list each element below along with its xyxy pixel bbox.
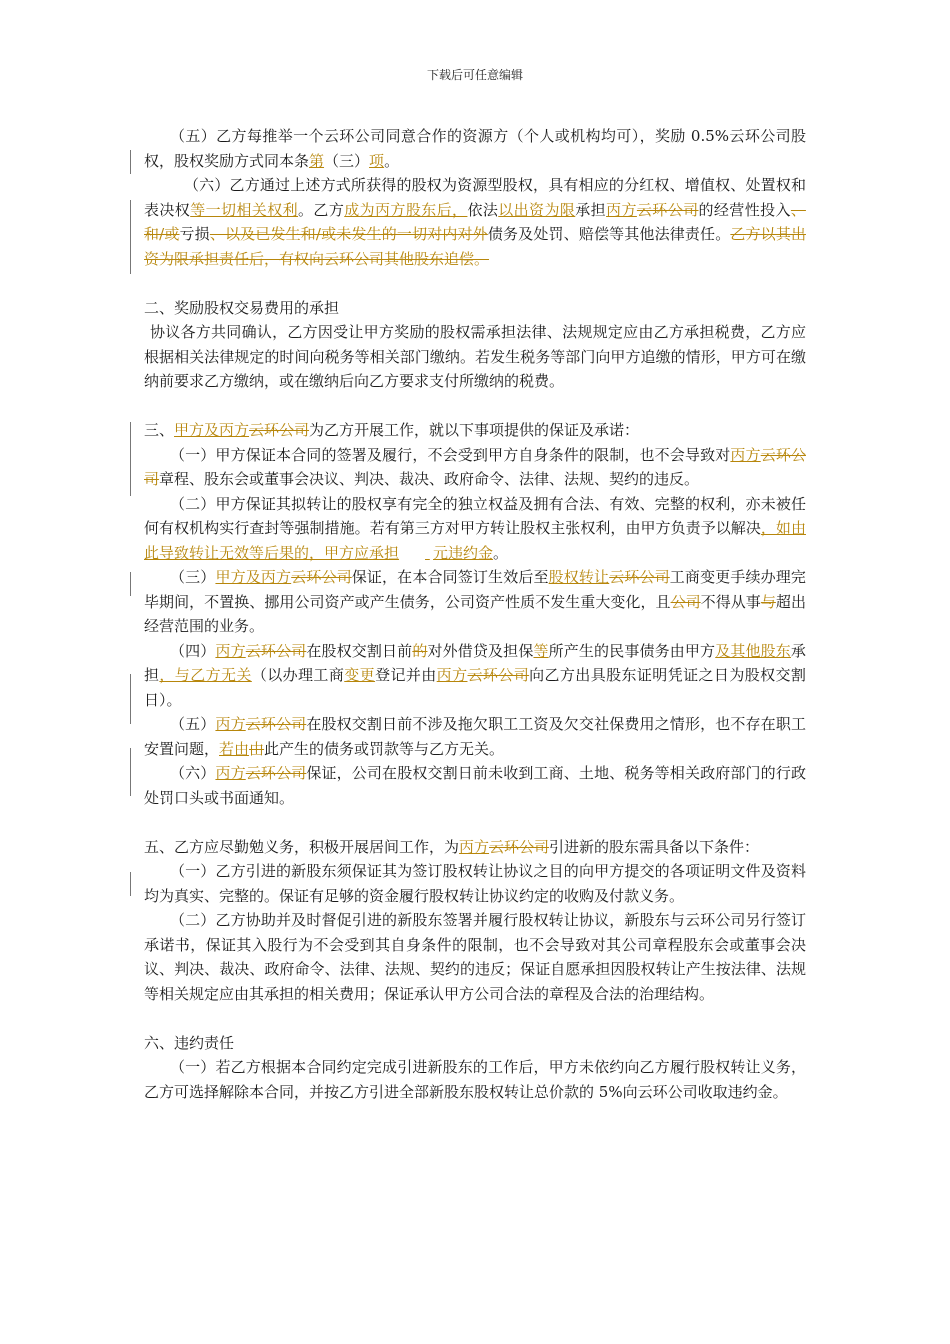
deleted-text: 云环公司 [291, 568, 352, 586]
inserted-text: 丙方 [730, 445, 761, 464]
inserted-text: 丙方 [215, 764, 246, 782]
text-run: （三） [324, 151, 370, 170]
paragraph-s5-item1: （一）乙方引进的新股东须保证其为签订股权转让协议之目的向甲方提交的各项证明文件及资料均为真实、完整的。保证有足够的资金履行股权转让协议约定的收购及付款义务。 [144, 862, 806, 905]
deleted-text: 、以及已发生和/或未发生的一切对内对外 [209, 225, 488, 243]
text-run: 保证，公司在股权交割日前未收到工商、土地、税务等相关政府部门的行政处罚口头或书面通知。 [144, 764, 806, 807]
inserted-text: 成为丙方股东后， [344, 200, 468, 219]
inserted-text: 第 [309, 151, 325, 170]
inserted-text: 甲方及丙方 [174, 421, 250, 439]
paragraph-s3-item4 [144, 639, 806, 713]
blank-amount [399, 541, 433, 566]
deleted-text: 与 [760, 592, 776, 611]
deleted-text: 由 [249, 739, 265, 758]
paragraph-s3-item1 [144, 443, 806, 492]
inserted-text: ，如由此导致转让无效等后果的，甲方应承担 [144, 519, 806, 562]
text-run: 依法 [467, 200, 499, 219]
section-title-3 [144, 418, 806, 443]
inserted-text: 变更 [344, 666, 376, 684]
paragraph-s1-item6 [144, 173, 806, 271]
change-bar [130, 422, 131, 496]
deleted-text: 、和/或 [144, 200, 806, 243]
paragraph-s3-item6 [144, 761, 806, 810]
inserted-text: 及其他股东 [715, 641, 791, 660]
spacer [144, 271, 806, 296]
text-run: （四） [170, 641, 216, 660]
change-bar [130, 748, 131, 796]
deleted-text: 云环公司 [609, 568, 670, 586]
text-run: （五）乙方每推举一个云环公司同意合作的资源方（个人或机构均可），奖励 0.5%云环公司股权，股权奖励方式同本条 [144, 127, 806, 170]
document-body [144, 124, 806, 1104]
text-run: 保证，在本合同签订生效后至 [351, 568, 549, 586]
inserted-text: 甲方及丙方 [215, 568, 292, 586]
text-run: 超出经营范围的业务。 [144, 592, 806, 635]
text-run: 不得从事 [700, 592, 761, 611]
text-run: （六） [170, 764, 216, 782]
text-run: （以办理工商 [251, 666, 345, 684]
inserted-text: 项 [369, 151, 385, 170]
text-run: 五、乙方应尽勤勉义务，积极开展居间工作，为 [144, 837, 460, 856]
text-run: 亏损 [179, 225, 210, 243]
inserted-text: 股权转让 [548, 568, 610, 586]
text-run: 引进新的股东需具备以下条件： [549, 837, 760, 856]
deleted-text: 公司 [670, 592, 701, 611]
text-run: 。 [493, 543, 509, 562]
inserted-text: 元违约金 [433, 543, 494, 562]
deleted-text: 的 [412, 641, 428, 660]
change-bar [130, 674, 131, 724]
inserted-text: 丙方 [459, 837, 490, 856]
text-run: 承担 [144, 641, 806, 684]
text-run: 对外借贷及担保 [427, 641, 534, 660]
inserted-text: 若由 [219, 739, 250, 758]
text-run: （五） [170, 715, 216, 733]
paragraph-s1-item5 [144, 124, 806, 173]
spacer [144, 394, 806, 419]
deleted-text: 云环公司 [636, 200, 699, 219]
text-run: 在股权交割日前 [306, 641, 413, 660]
paragraph-s3-item5 [144, 712, 806, 761]
paragraph-s5-item2: （二）乙方协助并及时督促引进的新股东签署并履行股权转让协议，新股东与云环公司另行签订承诺书，保证其入股行为不会受到其自身条件的限制，也不会导致对其公司章程股东会或董事会决议、判决、裁决、政府命令、法律、法规、契约的违反；保证自愿承担因股权转让产生按法律、法规等相关规定应由其承担的相关费用；保证承认甲方公司合法的章程及合法的治理结构。 [144, 911, 806, 1003]
spacer [144, 1006, 806, 1031]
text-run: 的经营性投入 [698, 200, 791, 219]
text-run: 向乙方出具股东证明凭证之日为股权交割日）。 [144, 666, 806, 709]
change-bar [130, 572, 131, 596]
paragraph-s3-item3 [144, 565, 806, 639]
deleted-text: 云环公司 [249, 421, 310, 439]
text-run: 三、 [144, 421, 175, 439]
spacer [144, 810, 806, 835]
text-run: 登记并由 [375, 666, 437, 684]
deleted-text: 云环公司 [245, 641, 307, 660]
inserted-text: 以出资为限 [498, 200, 576, 219]
text-run: 为乙方开展工作，就以下事项提供的保证及承诺： [309, 421, 640, 439]
text-run: （六）乙方通过上述方式所获得的股权为资源型股权，具有相应的分红权、增值权、处置权和表决权 [144, 176, 806, 219]
section-title-2: 二、奖励股权交易费用的承担 [144, 298, 340, 317]
text-run: （一）甲方保证本合同的签署及履行，不会受到甲方自身条件的限制，也不会导致对 [170, 445, 731, 464]
deleted-text: 乙方以其出资为限承担责任后，有权向云环公司其他股东追偿。 [144, 225, 806, 268]
text-run: 债务及处罚、赔偿等其他法律责任。 [487, 225, 731, 243]
deleted-text: 云环公司 [489, 837, 550, 856]
inserted-text: ，与乙方无关 [159, 666, 252, 684]
deleted-text: 云环公司 [245, 715, 307, 733]
deleted-text: 云环公司 [245, 764, 307, 782]
text-run: 。乙方 [298, 200, 345, 219]
inserted-text: 丙方 [606, 200, 637, 219]
text-run: 。 [384, 151, 400, 170]
change-bar [130, 872, 131, 896]
section-title-5 [144, 835, 806, 860]
deleted-text: 云环公司 [144, 445, 806, 488]
paragraph-s2-body: 协议各方共同确认，乙方因受让甲方奖励的股权需承担法律、法规规定应由乙方承担税费，乙方应根据相关法律规定的时间向税务等相关部门缴纳。若发生税务等部门向甲方追缴的情形，甲方可在缴纳前要求乙方缴纳，或在缴纳后向乙方要求支付所缴纳的税费。 [144, 323, 806, 390]
text-run: （二）甲方保证其拟转让的股权享有完全的独立权益及拥有合法、有效、完整的权利，亦未被任何有权机构实行查封等强制措施。若有第三方对甲方转让股权主张权利，由甲方负责予以解决 [144, 494, 806, 537]
change-bar [130, 200, 131, 274]
inserted-text: 丙方 [215, 715, 246, 733]
text-run: 在股权交割日前不涉及拖欠职工工资及欠交社保费用之情形，也不存在职工安置问题， [144, 715, 806, 758]
page-header: 下载后可任意编辑 [426, 68, 523, 82]
deleted-text: 云环公司 [467, 666, 530, 684]
section-title-6: 六、违约责任 [144, 1033, 235, 1052]
paragraph-s6-item1: （一）若乙方根据本合同约定完成引进新股东的工作后，甲方未依约向乙方履行股权转让义务，乙方可选择解除本合同，并按乙方引进全部新股东股权转让总价款的 5%向云环公司收取违约金。 [144, 1058, 806, 1101]
inserted-text: 丙方 [436, 666, 468, 684]
text-run: 工商变更手续办理完毕期间，不置换、挪用公司资产或产生债务，公司资产性质不发生重大变化，且 [144, 568, 806, 611]
inserted-text: 丙方 [215, 641, 246, 660]
text-run: （三） [170, 568, 216, 586]
paragraph-s3-item2 [144, 492, 806, 566]
change-bar [130, 150, 131, 174]
inserted-text: 等 [533, 641, 549, 660]
text-run: 所产生的民事债务由甲方 [548, 641, 716, 660]
text-run: 章程、股东会或董事会决议、判决、裁决、政府命令、法律、法规、契约的违反。 [159, 470, 700, 488]
inserted-text: 等一切相关权利 [190, 200, 299, 219]
text-run: 承担 [575, 200, 607, 219]
text-run: 此产生的债务或罚款等与乙方无关。 [264, 739, 505, 758]
